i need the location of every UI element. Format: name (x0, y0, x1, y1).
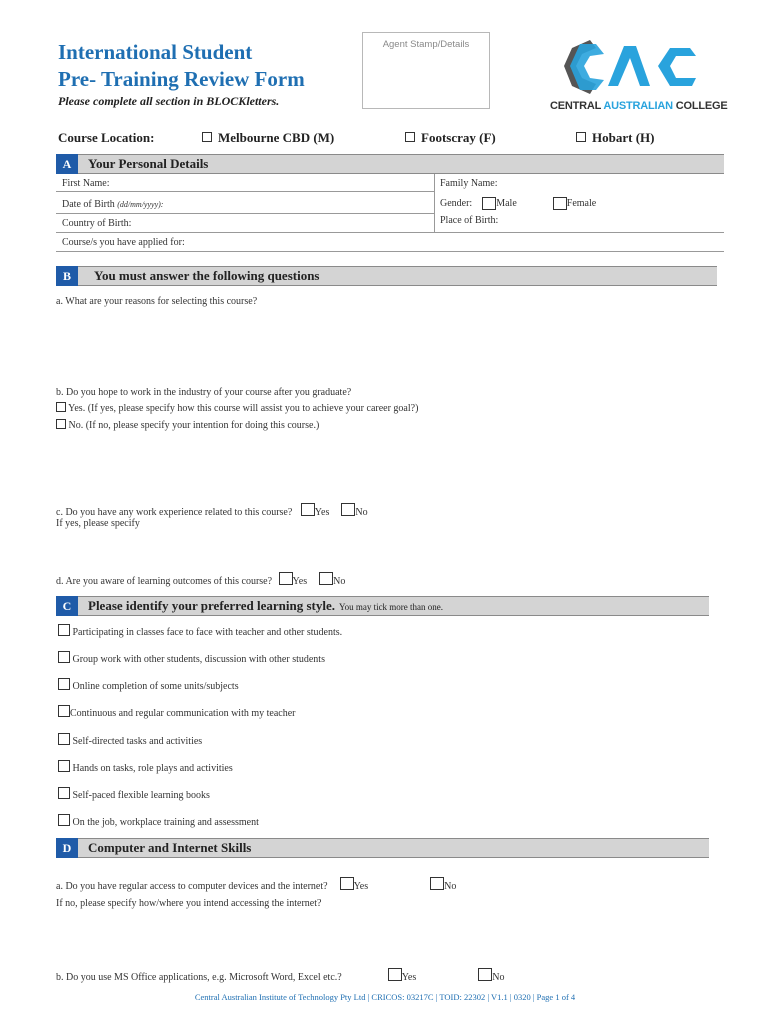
qc-yes-checkbox[interactable] (301, 503, 315, 516)
melbourne-label: Melbourne CBD (M) (218, 130, 335, 145)
logo-text-right: COLLEGE (672, 100, 728, 112)
form-title-line1: International Student (58, 40, 253, 64)
qd-no-label: No (333, 576, 346, 587)
qd-text: d. Are you aware of learning outcomes of this course? (56, 576, 273, 587)
hobart-label: Hobart (H) (592, 130, 655, 145)
qd-a-text: a. Do you have regular access to computer devices and the internet? (56, 881, 328, 892)
hobart-checkbox[interactable] (576, 132, 586, 142)
learning-option-8-label: On the job, workplace training and assessment (72, 817, 259, 828)
female-label: Female (566, 197, 597, 209)
logo-text (550, 100, 728, 112)
learning-option-3-checkbox[interactable] (58, 678, 70, 690)
agent-stamp-box (362, 32, 490, 109)
dob-field[interactable] (62, 199, 163, 210)
learning-option-1-checkbox[interactable] (58, 624, 70, 636)
qd-b-yes-label: Yes (401, 972, 417, 983)
learning-option-8[interactable] (58, 814, 259, 828)
course-location-label: Course Location: (58, 130, 155, 145)
section-a-header (56, 154, 724, 174)
qd-a-yes-checkbox[interactable] (340, 877, 354, 890)
learning-option-5[interactable] (58, 733, 202, 747)
family-name-field[interactable]: Family Name: (440, 178, 498, 189)
question-b-d (56, 572, 345, 587)
learning-option-2[interactable] (58, 651, 325, 665)
learning-option-7-label: Self-paced flexible learning books (72, 790, 210, 801)
learning-option-5-label: Self-directed tasks and activities (72, 736, 203, 747)
section-c-title (88, 597, 443, 616)
learning-option-3-label: Online completion of some units/subjects (72, 681, 239, 692)
logo-mark-icon (550, 36, 710, 98)
courses-applied-field[interactable]: Course/s you have applied for: (62, 237, 185, 248)
section-c-header (56, 596, 709, 616)
qd-a-no-label: No (444, 881, 457, 892)
section-b-letter: B (56, 266, 78, 286)
learning-option-6-checkbox[interactable] (58, 760, 70, 772)
male-checkbox[interactable] (482, 197, 496, 210)
location-option-melbourne[interactable] (202, 130, 334, 146)
dob-label: Date of Birth (62, 199, 115, 210)
male-label: Male (496, 197, 517, 209)
first-name-field[interactable]: First Name: (62, 178, 110, 189)
dob-format: (dd/mm/yyyy): (117, 200, 164, 209)
qd-b-yes-checkbox[interactable] (388, 968, 402, 981)
country-of-birth-field[interactable]: Country of Birth: (62, 218, 132, 229)
learning-option-2-checkbox[interactable] (58, 651, 70, 663)
section-c-letter: C (56, 596, 78, 616)
qc-text: c. Do you have any work experience related to this course? (56, 507, 293, 518)
section-a-title: Your Personal Details (88, 156, 209, 171)
melbourne-checkbox[interactable] (202, 132, 212, 142)
question-d-a (56, 877, 456, 892)
qb-yes-label: Yes. (If yes, please specify how this course will assist you to achieve your career goal?) (68, 403, 419, 414)
learning-option-7-checkbox[interactable] (58, 787, 70, 799)
section-d-title: Computer and Internet Skills (88, 840, 252, 855)
location-option-hobart[interactable] (576, 130, 654, 146)
gender-label: Gender: (440, 197, 473, 209)
qd-a-yes-label: Yes (353, 881, 369, 892)
footscray-checkbox[interactable] (405, 132, 415, 142)
college-logo (550, 36, 728, 116)
learning-option-6-label: Hands on tasks, role plays and activities (72, 763, 233, 774)
qd-yes-label: Yes (292, 576, 308, 587)
question-b-b-yes[interactable] (56, 402, 418, 414)
learning-option-1[interactable] (58, 624, 342, 638)
learning-option-3[interactable] (58, 678, 239, 692)
form-subtitle: Please complete all section in BLOCKletters. (58, 94, 280, 108)
qd-yes-checkbox[interactable] (279, 572, 293, 585)
qc-yes-label: Yes (314, 507, 330, 518)
qb-no-checkbox[interactable] (56, 419, 66, 429)
agent-stamp-label: Agent Stamp/Details (382, 39, 470, 50)
qd-b-no-checkbox[interactable] (478, 968, 492, 981)
section-c-title-text: Please identify your preferred learning style. (88, 598, 335, 613)
page-footer: Central Australian Institute of Technology Pty Ltd | CRICOS: 03217C | TOID: 22302 | V1.1 | 0320 | Page 1 of 4 (194, 992, 576, 1002)
qd-a-no-checkbox[interactable] (430, 877, 444, 890)
qc-specify: If yes, please specify (56, 518, 140, 529)
qd-b-no-label: No (492, 972, 505, 983)
section-d-letter: D (56, 838, 78, 858)
female-checkbox[interactable] (553, 197, 567, 210)
learning-option-1-label: Participating in classes face to face with teacher and other students. (72, 627, 343, 638)
section-a-letter: A (56, 154, 78, 174)
learning-option-8-checkbox[interactable] (58, 814, 70, 826)
qb-yes-checkbox[interactable] (56, 402, 66, 412)
qc-no-label: No (355, 507, 368, 518)
learning-option-2-label: Group work with other students, discussion with other students (72, 654, 325, 665)
gender-field (440, 197, 596, 210)
footscray-label: Footscray (F) (421, 130, 496, 145)
section-d-header (56, 838, 709, 858)
learning-option-4-checkbox[interactable] (58, 705, 70, 717)
qd-b-text: b. Do you use MS Office applications, e.g. Microsoft Word, Excel etc.? (56, 972, 342, 983)
question-b-b-no[interactable] (56, 419, 319, 431)
qd-no-checkbox[interactable] (319, 572, 333, 585)
personal-details-grid (56, 174, 724, 252)
logo-text-left: CENTRAL (550, 100, 604, 112)
form-title-line2: Pre- Training Review Form (58, 67, 305, 91)
question-b-b: b. Do you hope to work in the industry of your course after you graduate? (56, 387, 352, 398)
question-b-c (56, 503, 368, 518)
qc-no-checkbox[interactable] (341, 503, 355, 516)
logo-text-accent: AUSTRALIAN (603, 100, 673, 112)
question-d-b (56, 968, 505, 983)
section-c-note: You may tick more than one. (338, 602, 444, 612)
section-b-title: You must answer the following questions (94, 268, 320, 283)
learning-option-4-label: Continuous and regular communication with my teacher (70, 708, 296, 719)
learning-option-7[interactable] (58, 787, 210, 801)
learning-option-6[interactable] (58, 760, 233, 774)
learning-option-4[interactable] (58, 705, 296, 719)
place-of-birth-field[interactable]: Place of Birth: (440, 215, 499, 226)
location-option-footscray[interactable] (405, 130, 496, 146)
section-b-header (56, 266, 717, 286)
qb-no-label: No. (If no, please specify your intention for doing this course.) (68, 420, 320, 431)
question-b-a: a. What are your reasons for selecting this course? (56, 296, 258, 307)
learning-option-5-checkbox[interactable] (58, 733, 70, 745)
qd-a-specify: If no, please specify how/where you intend accessing the internet? (56, 898, 322, 909)
